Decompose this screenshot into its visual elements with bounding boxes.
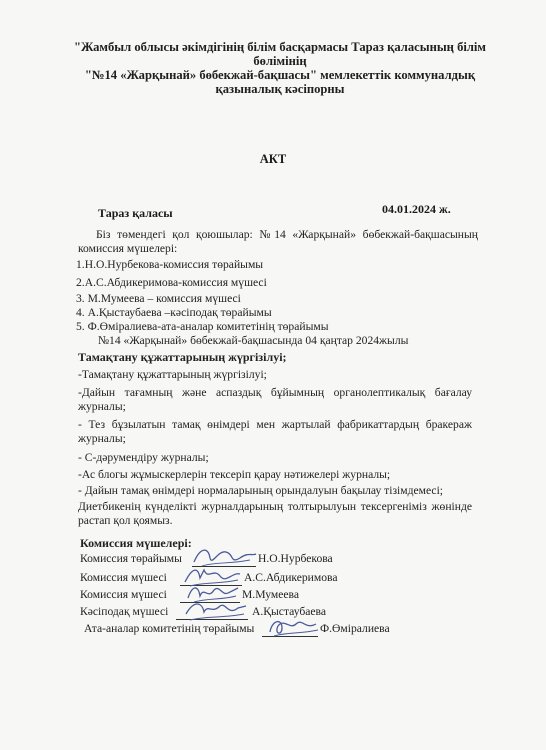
place-line: №14 «Жарқынай» бөбекжай-бақшасында 04 қаңтар 2024жылы (98, 334, 409, 347)
item-2: -Дайын тағамның және аспаздық бұйымның органолептикалық бағалау журналы; (78, 386, 472, 413)
item-3: - Тез бұзылатын тамақ өнімдері мен жартылай фабрикаттардың бракераж журналы; (78, 418, 472, 445)
signature-role-3: Комиссия мүшесі (80, 588, 167, 601)
signature-role-1: Комиссия төрайымы (80, 552, 182, 565)
member-1: 1.Н.О.Нурбекова-комиссия төрайымы (76, 258, 264, 271)
item-5: -Ас блогы жұмыскерлерін тексеріп қарау нәтижелері журналы; (78, 468, 391, 481)
document-date: 04.01.2024 ж. (382, 202, 451, 216)
member-5: 5. Ф.Өміралиева-ата-аналар комитетінің төрайымы (76, 320, 329, 333)
intro-paragraph: Біз төмендегі қол қоюшылар: №14 «Жарқынай» бөбекжай-бақшасының комиссия мүшелері: (78, 228, 478, 255)
document-header (60, 40, 500, 96)
member-2: 2.А.С.Абдикеримова-комиссия мүшесі (76, 276, 267, 289)
signature-name-5: Ф.Өміралиева (320, 622, 390, 635)
signature-role-2: Комиссия мүшесі (80, 571, 167, 584)
item-4: - С-дәрумендіру журналы; (78, 451, 209, 464)
conclusion-paragraph: Диетбикенің күнделікті журналдарының толтырылуын тексергеніміз жөнінде растап қол қоямыз. (78, 500, 472, 527)
item-1: -Тамақтану құжаттарының жүргізілуі; (78, 368, 267, 381)
signatures-heading: Комиссия мүшелері: (80, 536, 192, 550)
signature-name-4: А.Қыстаубаева (252, 605, 327, 618)
header-line-1: "Жамбыл облысы әкімдігінің білім басқармасы Тараз қаласының білім бөлімінің (73, 40, 487, 68)
signature-name-1: Н.О.Нурбекова (258, 552, 333, 565)
city-label: Тараз қаласы (98, 206, 173, 220)
document-title: АКТ (259, 152, 287, 166)
handwritten-signature-5 (266, 612, 322, 640)
handwritten-signature-4 (182, 596, 250, 624)
member-3: 3. М.Мумеева – комиссия мүшесі (76, 292, 241, 305)
section-heading: Тамақтану құжаттарының жүргізілуі; (78, 350, 287, 364)
item-6: - Дайын тамақ өнімдері нормаларының орындалуын бақылау тізімдемесі; (78, 484, 444, 497)
member-4: 4. А.Қыстаубаева –кәсіподақ төрайымы (76, 306, 272, 319)
signature-name-2: А.С.Абдикеримова (244, 571, 338, 584)
signature-role-4: Кәсіподақ мүшесі (80, 605, 169, 618)
signature-role-5: Ата-аналар комитетінің төрайымы (84, 622, 255, 635)
signature-name-3: М.Мумеева (242, 588, 299, 601)
header-line-2: "№14 «Жарқынай» бөбекжай-бақшасы" мемлекеттік коммуналдық қазыналық кәсіпорны (84, 68, 476, 96)
